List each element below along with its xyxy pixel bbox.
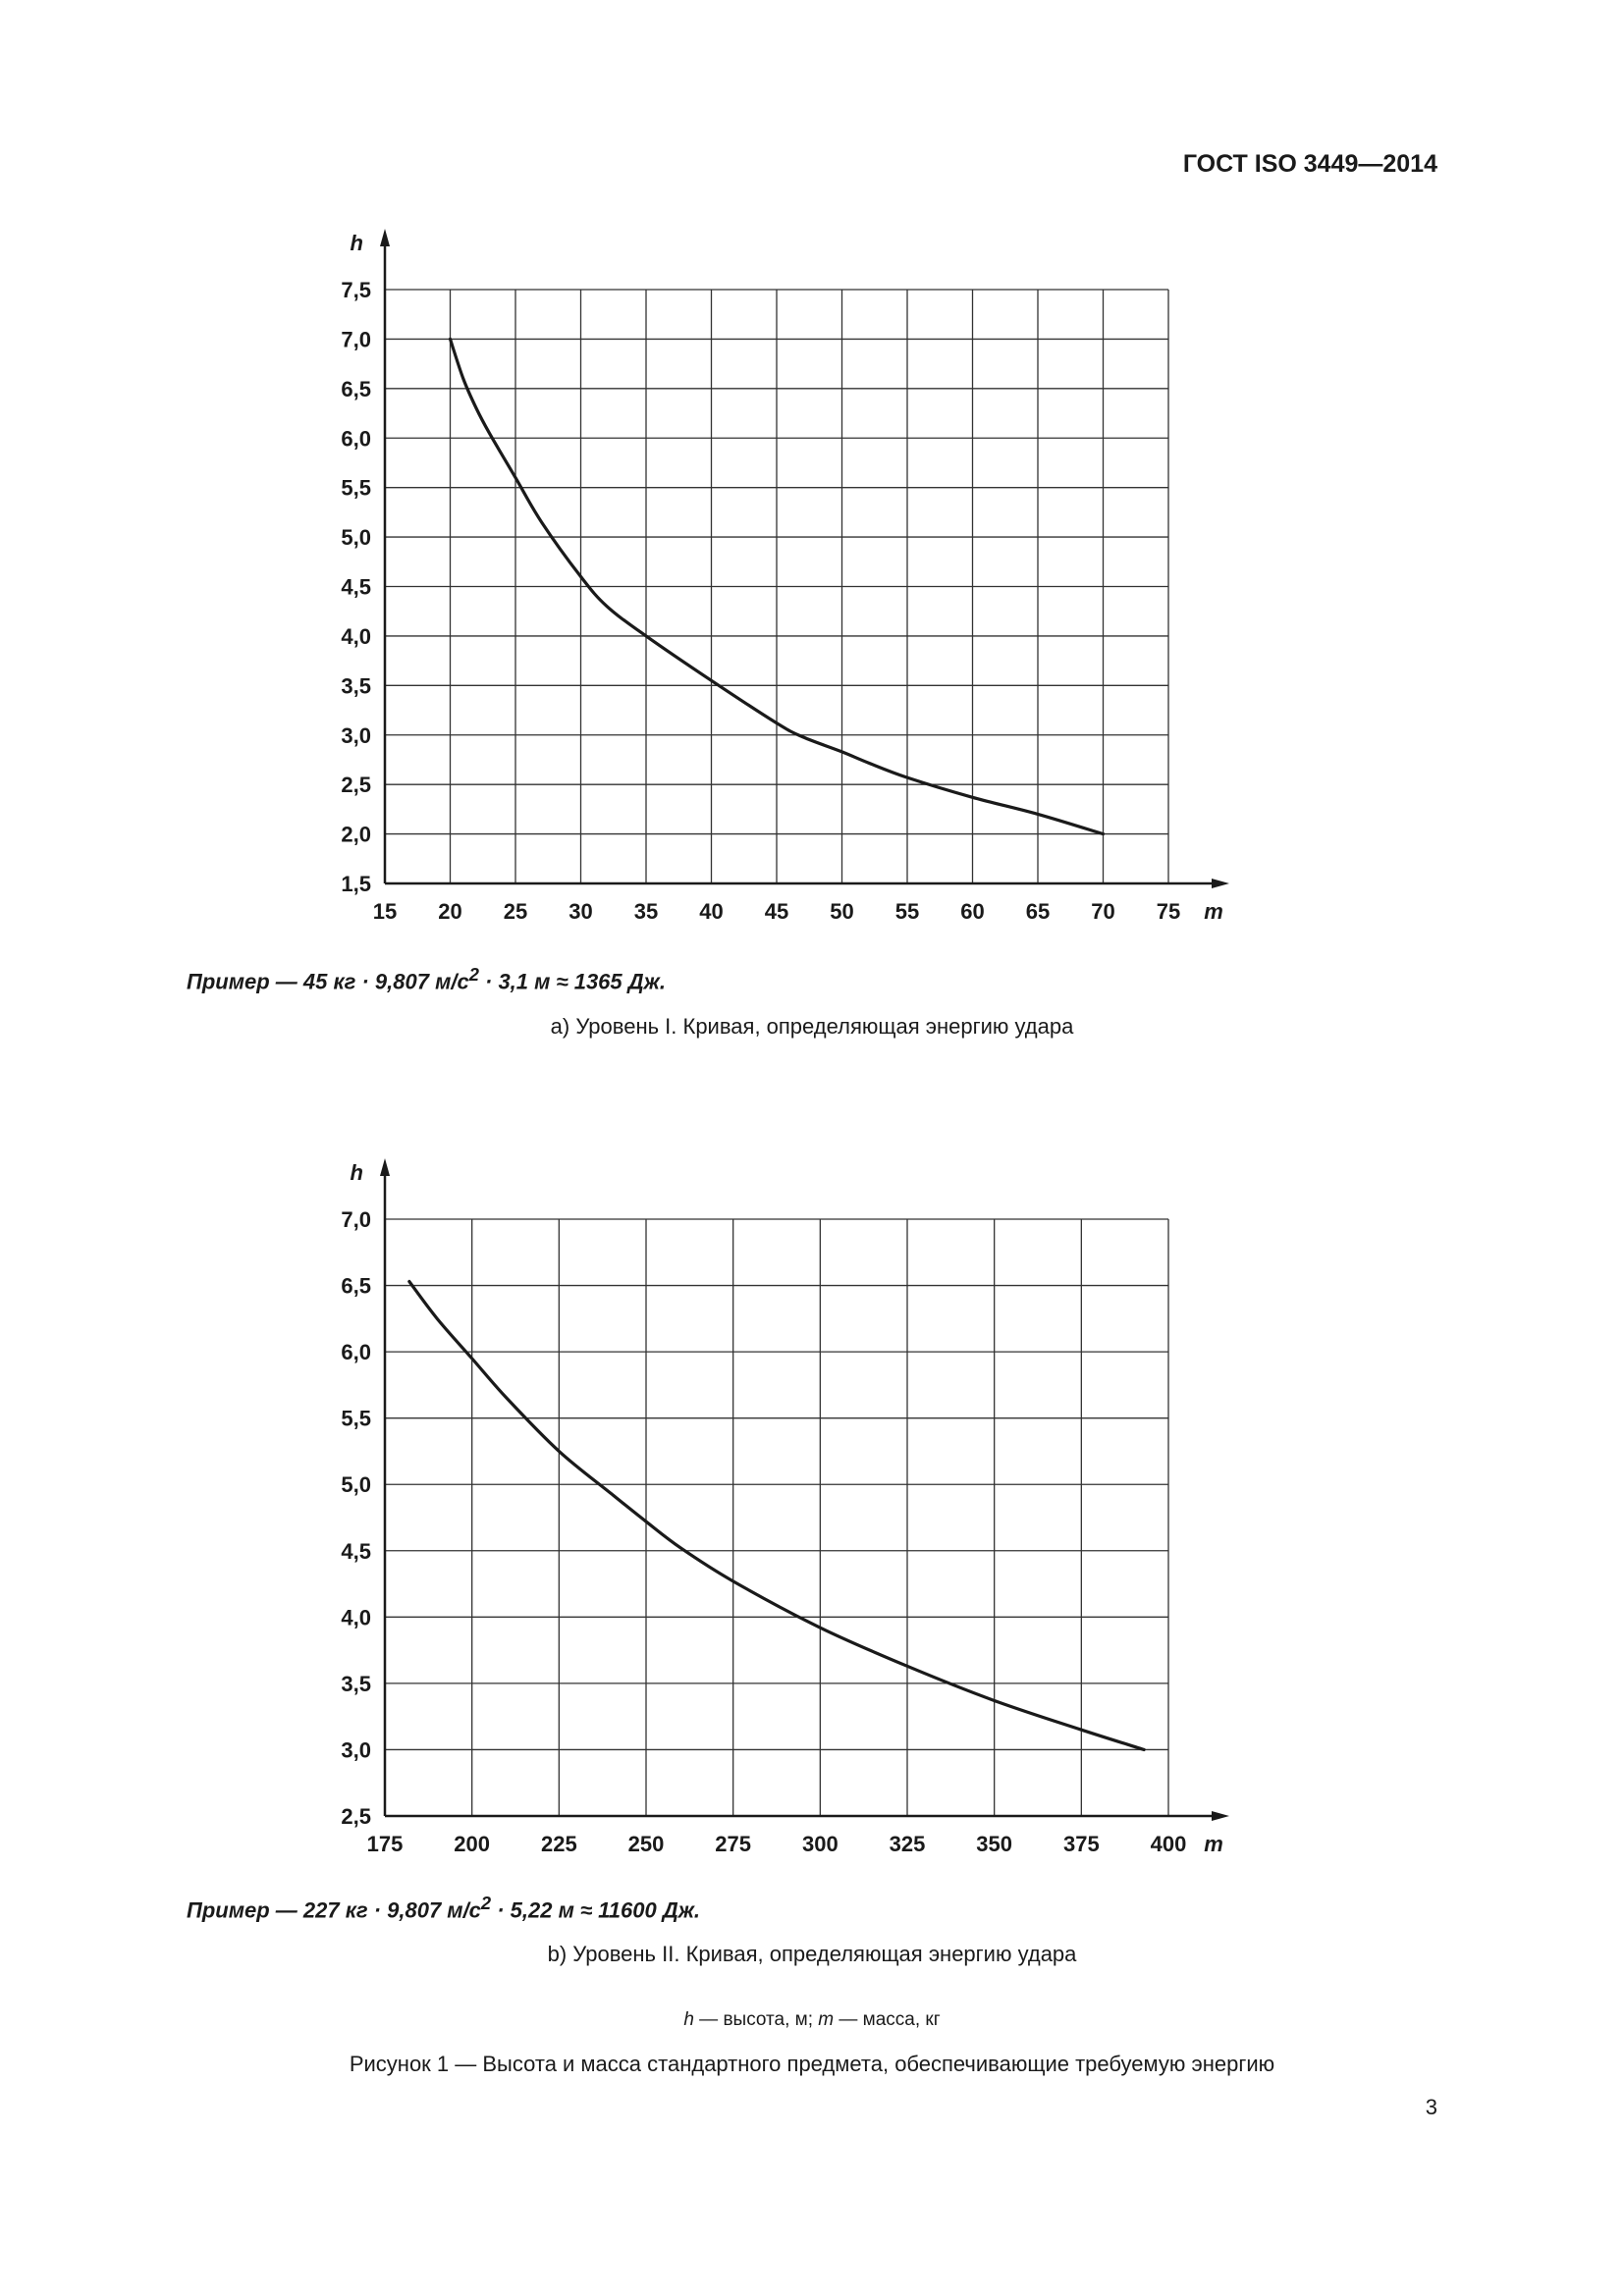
chart-0-x-tick-label: 50 [830, 899, 854, 924]
legend-m-text: — масса, кг [834, 2009, 941, 2030]
chart-0-y-tick-label: 3,5 [341, 673, 371, 699]
chart-level-1-svg [0, 216, 1624, 942]
chart-0-x-tick-label: 70 [1091, 899, 1115, 924]
caption-level-1: a) Уровень I. Кривая, определяющая энергию удара [550, 1014, 1074, 1039]
legend-m-symbol: m [818, 2009, 835, 2030]
chart-0-x-tick-label: 30 [568, 899, 593, 924]
chart-1-x-tick-label: 275 [715, 1832, 752, 1856]
caption-level-2: b) Уровень II. Кривая, определяющая энергию удара [547, 1942, 1077, 1966]
chart-0-x-tick-label: 60 [960, 899, 985, 924]
chart-0-x-axis-label: m [1204, 899, 1223, 924]
chart-0-y-tick-label: 3,0 [341, 722, 371, 748]
example-level-1 [187, 964, 666, 994]
chart-1-y-tick-label: 3,5 [341, 1671, 371, 1696]
chart-0-y-tick-label: 5,0 [341, 525, 371, 551]
example-level-1-prefix: Пример — 45 кг · 9,807 м/с [187, 969, 469, 994]
figure-title: Рисунок 1 — Высота и масса стандартного предмета, обеспечивающие требуемую энергию [349, 2052, 1275, 2076]
chart-1-x-axis-label: m [1204, 1832, 1223, 1856]
chart-0-y-tick-label: 4,5 [341, 574, 371, 600]
chart-0-y-tick-label: 7,0 [341, 327, 371, 352]
chart-1-y-tick-label: 7,0 [341, 1207, 371, 1232]
chart-1-x-tick-label: 350 [976, 1832, 1013, 1856]
chart-level-2 [0, 1139, 1624, 1865]
chart-0-x-tick-label: 65 [1025, 899, 1051, 924]
chart-0-y-axis-arrow [380, 229, 390, 246]
symbol-legend [0, 2009, 1624, 2031]
legend-h-text: — высота, м; [693, 2009, 819, 2030]
chart-0-y-tick-label: 2,5 [341, 773, 371, 798]
chart-1-x-tick-label: 200 [454, 1832, 491, 1856]
chart-1-y-tick-label: 6,5 [341, 1273, 371, 1299]
chart-0-y-tick-label: 2,0 [341, 822, 371, 847]
chart-1-y-tick-label: 4,5 [341, 1538, 371, 1564]
chart-0-x-tick-label: 55 [894, 899, 920, 924]
chart-1-y-tick-label: 5,0 [341, 1472, 371, 1498]
chart-0-y-tick-label: 6,0 [341, 426, 371, 452]
chart-0-y-tick-label: 5,5 [341, 475, 371, 501]
chart-0-x-tick-label: 45 [764, 899, 789, 924]
chart-level-2-svg [0, 1139, 1624, 1865]
example-level-2 [187, 1893, 700, 1923]
chart-1-y-axis-arrow [380, 1158, 390, 1176]
chart-0-x-tick-label: 25 [503, 899, 528, 924]
chart-0-y-tick-label: 1,5 [341, 872, 371, 896]
document-id: ГОСТ ISO 3449—2014 [1182, 150, 1437, 178]
page-number: 3 [1425, 2095, 1437, 2119]
chart-0-x-tick-label: 15 [372, 899, 398, 924]
chart-level-1 [0, 216, 1624, 942]
chart-1-y-axis-label: h [350, 1160, 363, 1185]
chart-0-x-tick-label: 40 [699, 899, 724, 924]
chart-1-y-tick-label: 2,5 [341, 1804, 371, 1829]
chart-1-x-tick-label: 375 [1062, 1832, 1100, 1856]
chart-1-x-axis-arrow [1212, 1811, 1229, 1821]
chart-0-y-tick-label: 6,5 [341, 376, 371, 401]
legend-h-symbol: h [683, 2009, 694, 2030]
chart-1-y-tick-label: 3,0 [341, 1737, 371, 1763]
chart-0-x-tick-label: 35 [633, 899, 659, 924]
example-level-1-suffix: · 3,1 м ≈ 1365 Дж. [478, 969, 666, 994]
chart-0-y-tick-label: 7,5 [341, 278, 371, 302]
chart-1-x-tick-label: 250 [627, 1832, 665, 1856]
chart-0-x-tick-label: 75 [1156, 899, 1181, 924]
chart-1-y-tick-label: 5,5 [341, 1406, 371, 1431]
chart-1-x-tick-label: 400 [1150, 1832, 1187, 1856]
chart-0-x-axis-arrow [1212, 879, 1229, 888]
chart-0-x-tick-label: 20 [438, 899, 462, 924]
chart-1-y-tick-label: 4,0 [341, 1605, 371, 1630]
chart-1-y-tick-label: 6,0 [341, 1340, 371, 1365]
chart-0-y-axis-label: h [350, 231, 363, 255]
chart-1-x-tick-label: 325 [889, 1832, 926, 1856]
chart-0-y-tick-label: 4,0 [341, 623, 371, 649]
chart-1-x-tick-label: 175 [366, 1832, 404, 1856]
example-level-2-prefix: Пример — 227 кг · 9,807 м/с [187, 1897, 481, 1923]
example-level-1-sup: 2 [468, 964, 479, 985]
example-level-2-sup: 2 [480, 1893, 492, 1913]
example-level-2-suffix: · 5,22 м ≈ 11600 Дж. [491, 1897, 701, 1923]
chart-1-x-tick-label: 225 [540, 1832, 577, 1856]
chart-1-x-tick-label: 300 [801, 1832, 839, 1856]
